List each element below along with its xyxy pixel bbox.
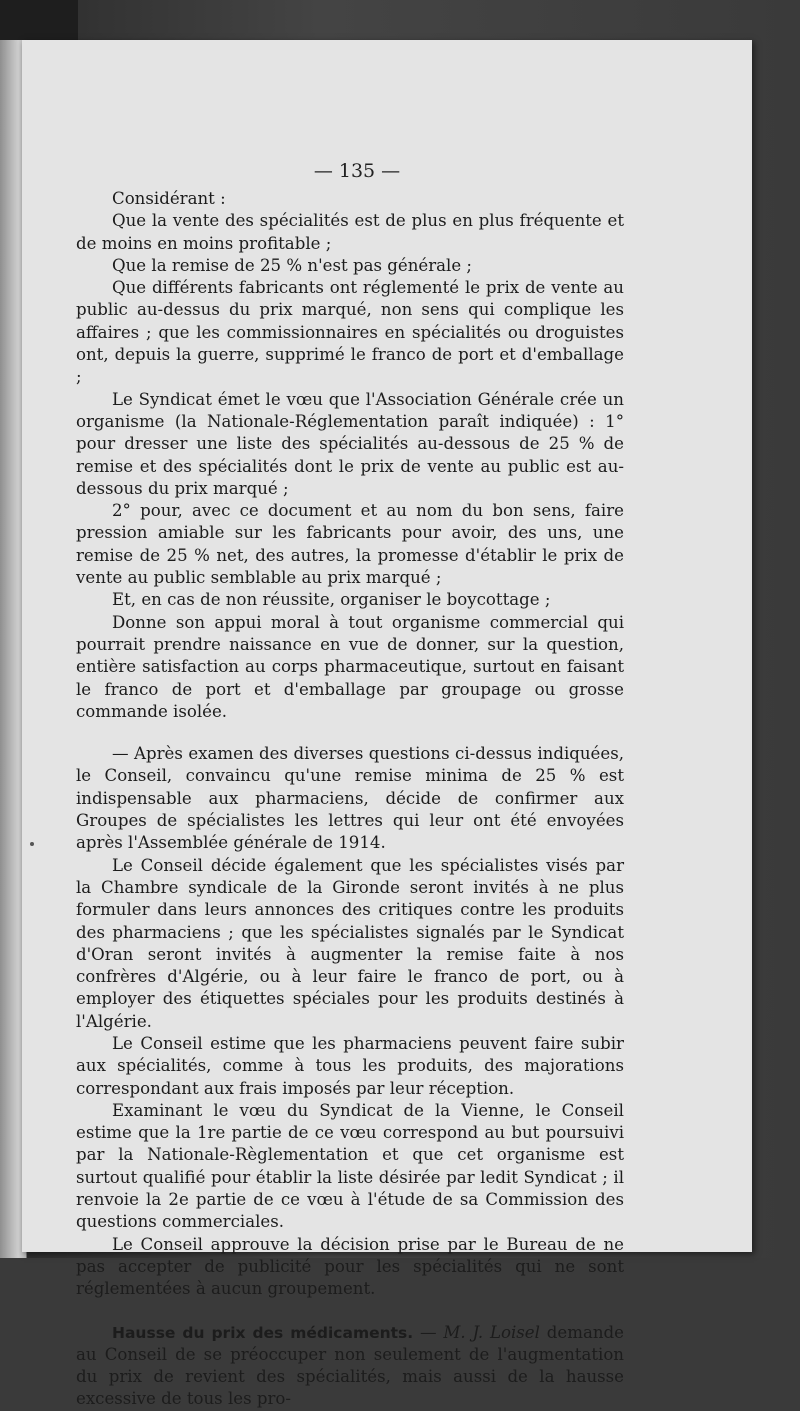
paragraph: — Après examen des diverses questions ci-dessus indiquées, le Conseil, convaincu qu'une remise minima de 25 % est indispensable aux pharmaciens, décide de confirmer aux Groupes de spécialistes les lettres qui leur ont été envoyées après l'Assemblée générale de 1914. — [76, 744, 624, 853]
paragraph: Le Conseil approuve la décision prise par le Bureau de ne pas accepter de publicité pour les spécialités qui ne sont réglementées à aucun groupement. — [76, 1234, 624, 1299]
paragraph: 2° pour, avec ce document et au nom du bon sens, faire pression amiable sur les fabricants pour avoir, des uns, une remise de 25 % net, des autres, la promesse d'établir le prix de vente au public semblable au prix marqué ; — [76, 501, 624, 588]
margin-mark — [30, 842, 34, 846]
section-heading: Hausse du prix des médicaments. — [112, 1323, 414, 1342]
paragraph: Le Syndicat émet le vœu que l'Association Générale crée un organisme (la Nationale-Réglementation paraît indiquée) : 1° pour dresser une liste des spécialités au-dessous de 25 % de remise et des spécialités dont le prix de vente au public est au-dessous du prix marqué ; — [76, 389, 624, 498]
book-page — [22, 40, 752, 1409]
paragraph: Considérant : — [112, 189, 226, 208]
paragraph: Le Conseil décide également que les spécialistes visés par la Chambre syndicale de la Gironde seront invités à ne plus formuler dans leurs annonces des critiques contre les produits des pharmaciens ; que les spécialistes signalés par le Syndicat d'Oran seront invités à augmenter la remise faite à nos confrères d'Algérie, ou à leur faire le franco de port, ou à employer des étiquettes spéciales pour les produits destinés à l'Algérie. — [76, 855, 624, 1031]
paragraph: Que différents fabricants ont réglementé le prix de vente au public au-dessus du prix marqué, non sens qui complique les affaires ; que les commissionnaires en spécialités ou droguistes ont, depuis la guerre, supprimé le franco de port et d'emballage ; — [76, 278, 624, 387]
scan-top-strip — [0, 0, 78, 42]
paragraph-text: demande au Conseil de se préoccuper non seulement de l'augmentation du prix de revient des spécialités, mais aussi de la hausse excessive de tous les pro- — [76, 1322, 624, 1409]
paragraph: Examinant le vœu du Syndicat de la Vienne, le Conseil estime que la 1re partie de ce vœu correspond au but poursuivi par la Nationale-Règlementation et que cet organisme est surtout qualifié pour établir la liste désirée par ledit Syndicat ; il renvoie la 2e partie de ce vœu à l'étude de sa Commission des questions commerciales. — [76, 1100, 624, 1232]
section-paragraph — [76, 1322, 624, 1411]
body-text — [76, 188, 624, 1411]
paragraph: Et, en cas de non réussite, organiser le boycottage ; — [112, 590, 551, 610]
page-number: — 135 — — [313, 160, 401, 182]
heading-dash: — — [413, 1322, 444, 1342]
paragraph: Le Conseil estime que les pharmaciens peuvent faire subir aux spécialités, comme à tous les produits, des majorations correspondant aux frais imposés par leur réception. — [76, 1033, 624, 1098]
person-name: M. J. Loisel — [443, 1322, 540, 1342]
paragraph: Donne son appui moral à tout organisme commercial qui pourrait prendre naissance en vue de donner, sur la question, entière satisfaction au corps pharmaceutique, surtout en faisant le franco de port et d'emballage par groupage ou grosse commande isolée. — [76, 612, 624, 721]
paragraph: Que la vente des spécialités est de plus en plus fréquente et de moins en moins profitable ; — [76, 211, 624, 253]
paragraph: Que la remise de 25 % n'est pas générale ; — [112, 255, 473, 275]
